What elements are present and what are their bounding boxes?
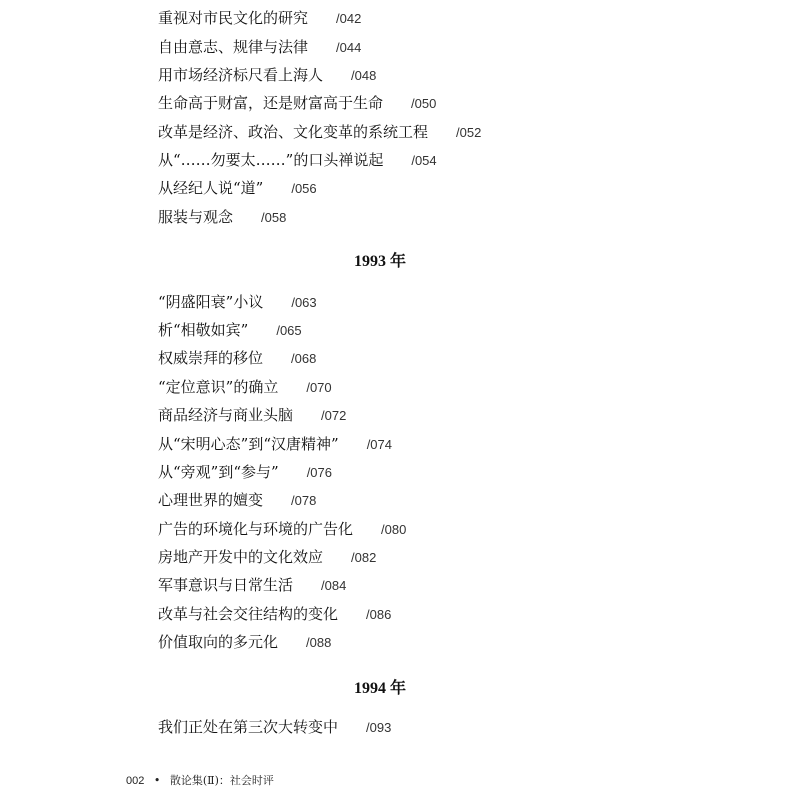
toc-entry-page: /082 [351, 550, 377, 565]
toc-entry [158, 175, 317, 201]
toc-entry [158, 544, 376, 570]
toc-entry-title: 广告的环境化与环境的广告化 [158, 520, 354, 538]
toc-entry-title: 改革是经济、政治、文化变革的系统工程 [158, 123, 429, 141]
toc-entry-page: /058 [261, 210, 287, 225]
toc-entry [158, 345, 316, 371]
page-footer [126, 772, 280, 788]
toc-entry-page: /088 [306, 635, 332, 650]
section-year-heading: 1994 年 [353, 680, 406, 697]
toc-entry-title: 从“旁观”到“参与” [158, 463, 279, 481]
toc-entry-title: 自由意志、规律与法律 [158, 38, 309, 56]
toc-entry [158, 62, 376, 88]
toc-entry-page: /086 [366, 607, 392, 622]
toc-entry-title: 从“……勿要太……”的口头禅说起 [158, 151, 384, 169]
toc-entry-title: 重视对市民文化的研究 [158, 9, 309, 27]
toc-entry-title: “阴盛阳衰”小议 [158, 293, 264, 311]
toc-entry [158, 204, 286, 230]
toc-entry-title: 用市场经济标尺看上海人 [158, 66, 324, 84]
toc-entry [158, 601, 391, 627]
toc-entry-title: 房地产开发中的文化效应 [158, 548, 324, 566]
toc-entry [158, 487, 316, 513]
toc-entry-page: /052 [456, 125, 482, 140]
footer-bullet: • [153, 774, 161, 787]
toc-entry-page: /070 [306, 380, 332, 395]
toc-entry [158, 90, 436, 116]
footer-book-title: 散论集(Ⅱ)：社会时评 [169, 774, 274, 787]
toc-entry-page: /056 [291, 181, 317, 196]
toc-entry [158, 459, 332, 485]
toc-entry-title: 价值取向的多元化 [158, 633, 279, 651]
toc-entry [158, 629, 331, 655]
toc-entry-page: /048 [351, 68, 377, 83]
toc-entry-page: /084 [321, 578, 347, 593]
toc-entry-title: 权威崇拜的移位 [158, 349, 264, 367]
toc-entry-title: 我们正处在第三次大转变中 [158, 718, 339, 736]
toc-entry [158, 516, 406, 542]
toc-entry-page: /074 [366, 437, 392, 452]
footer-page-number: 002 [126, 775, 145, 787]
toc-entry [158, 402, 346, 428]
toc-entry-title: 商品经济与商业头脑 [158, 406, 294, 424]
toc-entry-page: /065 [276, 323, 302, 338]
toc-entry-page: /068 [291, 351, 317, 366]
toc-entry-page: /063 [291, 295, 317, 310]
toc-entry-title: 析“相敬如宾” [158, 321, 249, 339]
toc-entry-page: /093 [366, 720, 392, 735]
toc-entry [158, 5, 361, 31]
toc-entry-title: 从“宋明心态”到“汉唐精神” [158, 435, 339, 453]
toc-entry-title: 服装与观念 [158, 208, 234, 226]
toc-entry-title: 改革与社会交往结构的变化 [158, 605, 339, 623]
toc-entry-title: “定位意识”的确立 [158, 378, 279, 396]
toc-entry-title: 从经纪人说“道” [158, 179, 264, 197]
toc-entry-page: /044 [336, 40, 362, 55]
toc-entry [158, 34, 361, 60]
toc-entry-page: /078 [291, 493, 317, 508]
toc-entry-page: /054 [411, 153, 437, 168]
toc-entry-title: 军事意识与日常生活 [158, 576, 294, 594]
toc-entry-title: 心理世界的嬗变 [158, 491, 264, 509]
toc-entry-page: /050 [411, 96, 437, 111]
toc-entry-page: /072 [321, 408, 347, 423]
section-year-heading: 1993 年 [353, 253, 406, 270]
toc-entry [158, 119, 481, 145]
toc-entry [158, 147, 437, 173]
toc-entry-page: /042 [336, 11, 362, 26]
toc-entry [158, 317, 302, 343]
toc-entry [158, 289, 317, 315]
toc-entry-title: 生命高于财富，还是财富高于生命 [158, 94, 384, 112]
toc-entry-page: /080 [381, 522, 407, 537]
toc-entry [158, 374, 332, 400]
toc-entry [158, 714, 391, 740]
toc-entry [158, 431, 392, 457]
toc-entry-page: /076 [306, 465, 332, 480]
toc-entry [158, 572, 346, 598]
